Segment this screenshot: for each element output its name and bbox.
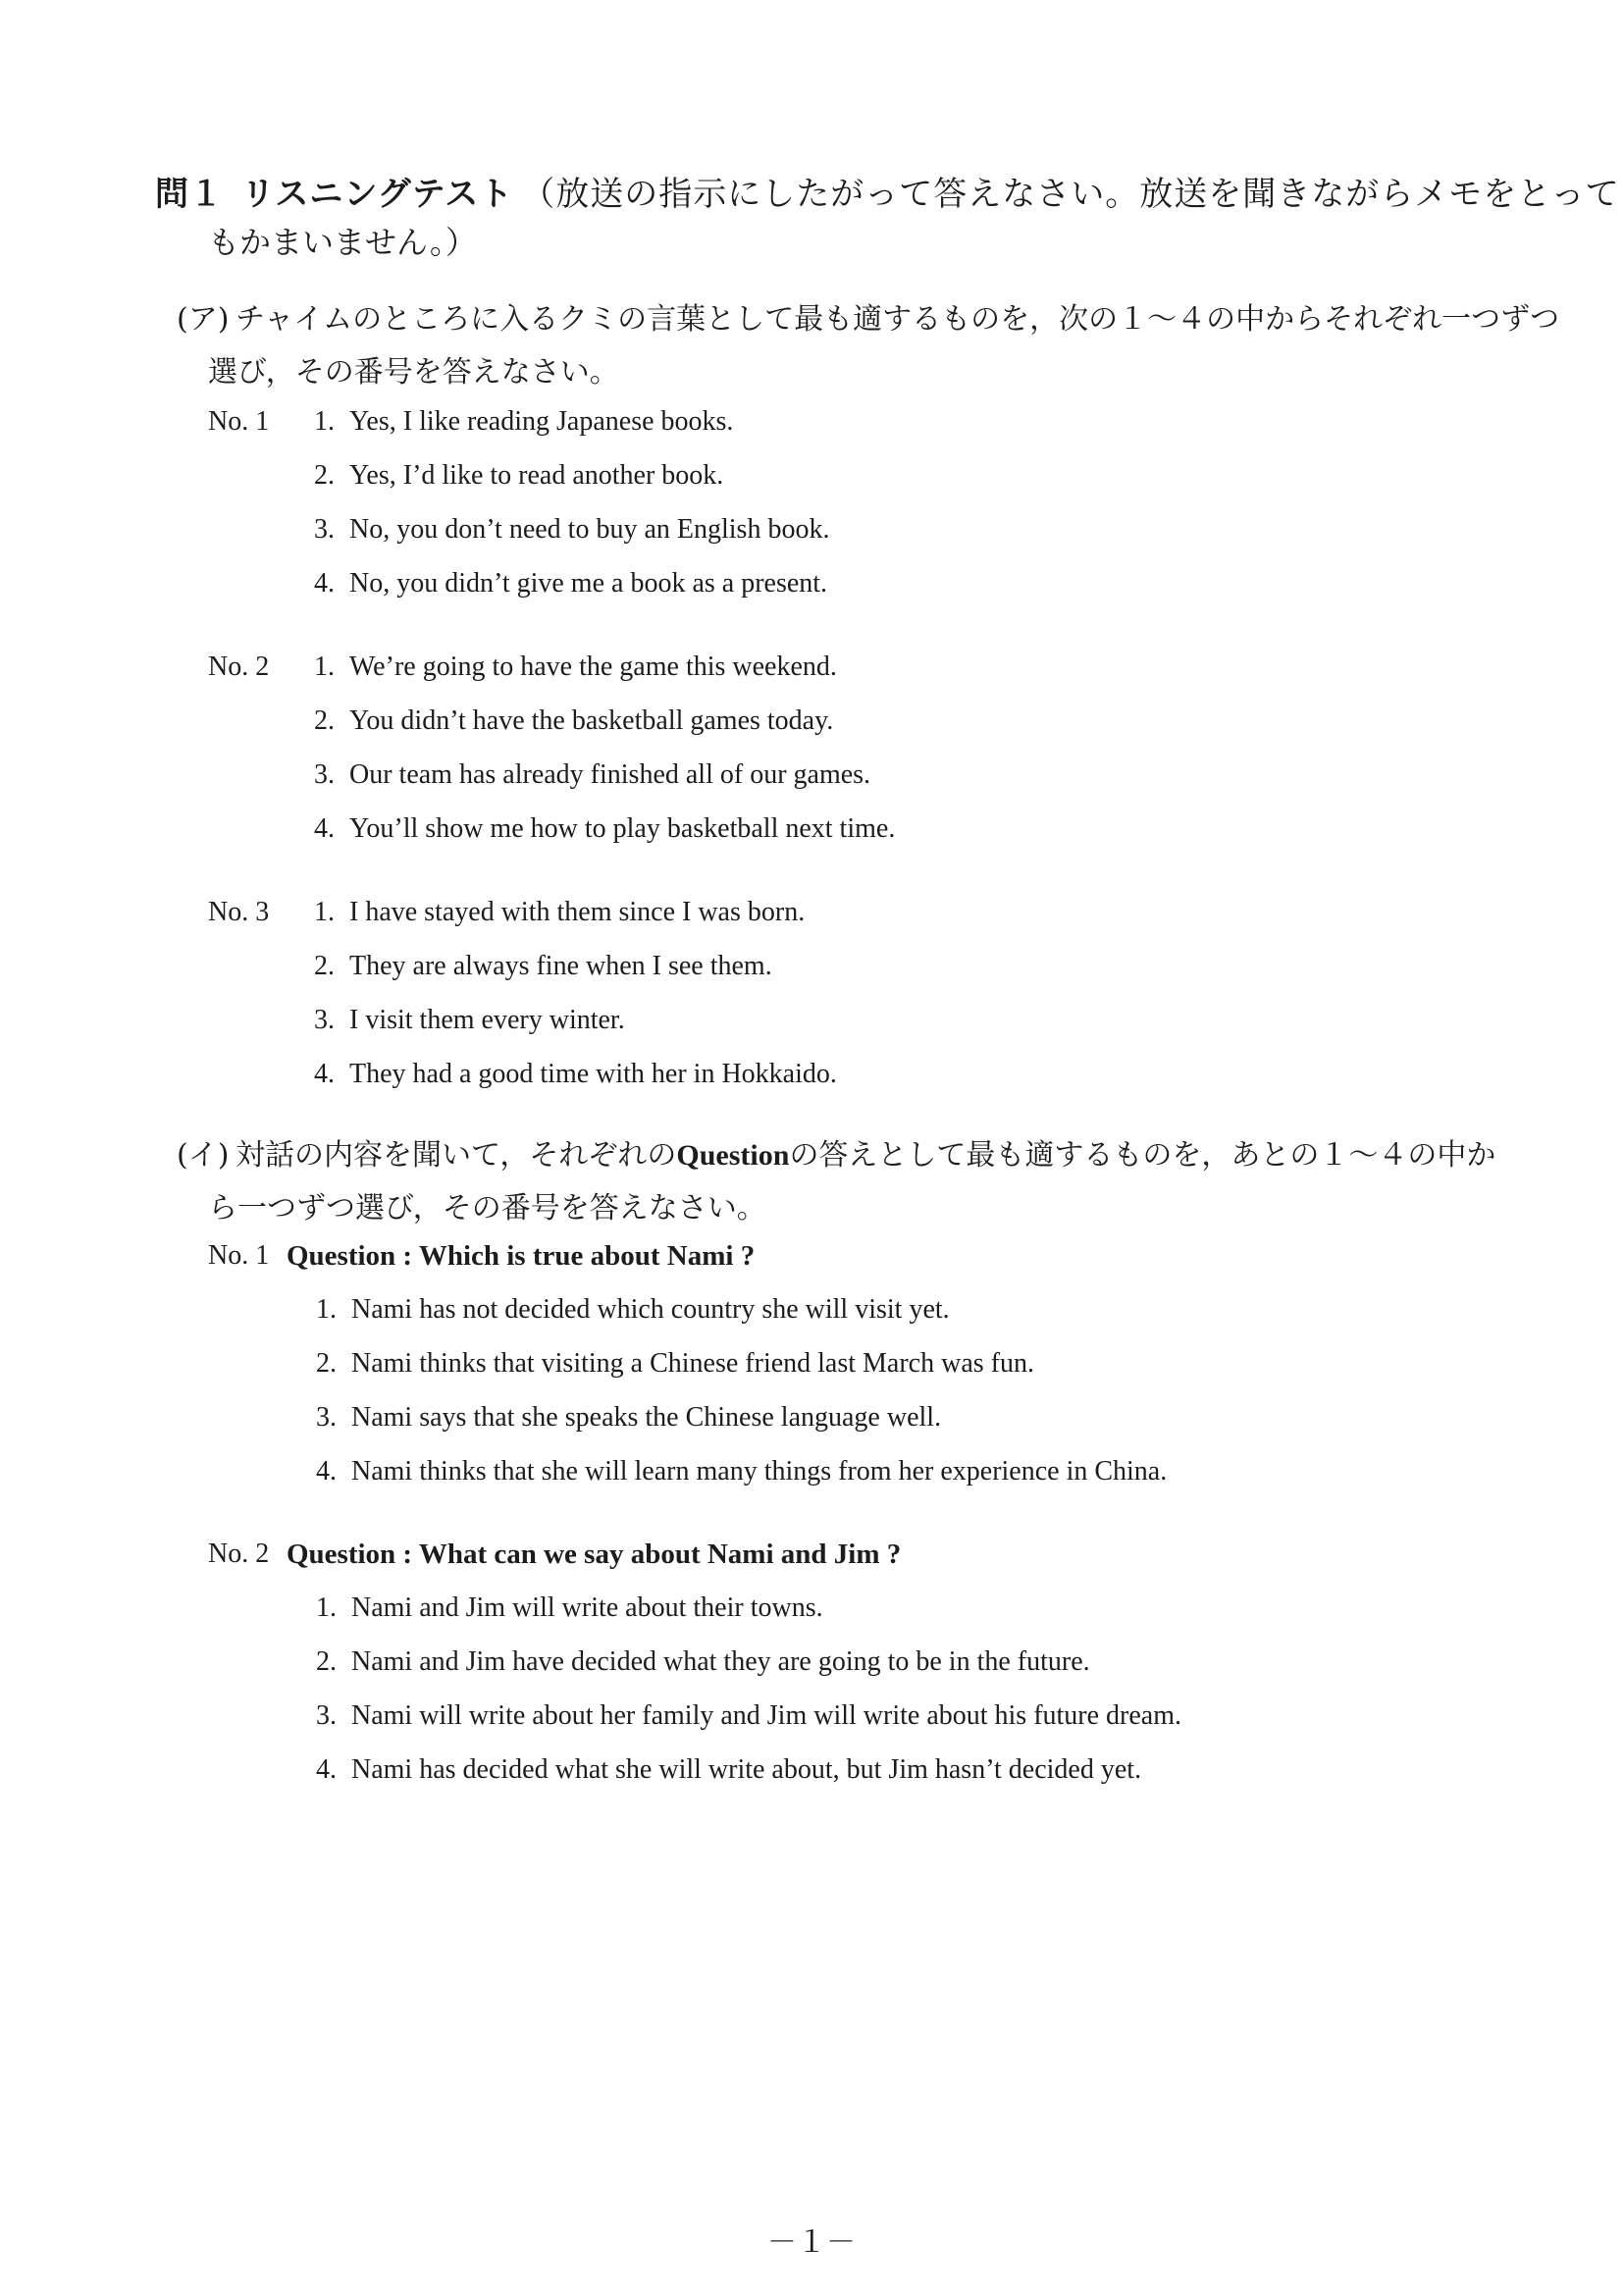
question-instruction: （放送の指示にしたがって答えなさい。放送を聞きながらメモをとって (521, 175, 1620, 214)
part-a-no1-choice-4: 4. No, you didn’t give me a book as a present. (314, 568, 828, 599)
part-b-no1-choice-3: 3. Nami says that she speaks the Chinese language well. (316, 1402, 942, 1433)
part-b-no2-choice-1: 1. Nami and Jim will write about their towns. (316, 1592, 823, 1623)
question-heading (155, 167, 1620, 215)
part-a-no2-choice-2: 2. You didn’t have the basketball games today. (314, 705, 834, 736)
part-a-no3-choice-4: 4. They had a good time with her in Hokkaido. (314, 1059, 837, 1089)
part-a-no2-label: No. 2 (208, 652, 270, 682)
part-a-no1-label: No. 1 (208, 406, 270, 437)
question-number: 問１ (155, 175, 224, 214)
question-instruction-cont: もかまいません。） (208, 224, 477, 261)
part-a-no2-choice-1: 1. We’re going to have the game this weekend. (314, 652, 837, 682)
part-b-no2-choice-4: 4. Nami has decided what she will write about, but Jim hasn’t decided yet. (316, 1754, 1142, 1785)
part-b-no1-question: Question : Which is true about Nami ? (287, 1240, 756, 1272)
part-b-instruction-cont: ら一つずつ選び，その番号を答えなさい。 (208, 1191, 766, 1226)
page-number: －１－ (767, 2225, 856, 2260)
part-b-label: (イ) (177, 1138, 230, 1173)
part-b-no2-choice-2: 2. Nami and Jim have decided what they are going to be in the future. (316, 1646, 1090, 1677)
part-a-no3-choice-2: 2. They are always fine when I see them. (314, 951, 772, 981)
part-a-no1-choice-2: 2. Yes, I’d like to read another book. (314, 460, 724, 491)
part-b-instruction: 対話の内容を聞いて，それぞれのQuestionの答えとして最も適するものを，あとの１～４の中か (236, 1138, 1496, 1173)
part-a-no3-label: No. 3 (208, 897, 270, 927)
part-b-no1-choice-1: 1. Nami has not decided which country she will visit yet. (316, 1294, 950, 1325)
part-a-no1-choice-1: 1. Yes, I like reading Japanese books. (314, 406, 734, 437)
part-b-no2-question: Question : What can we say about Nami and Jim ? (287, 1539, 902, 1570)
part-b-no1-choice-2: 2. Nami thinks that visiting a Chinese friend last March was fun. (316, 1348, 1034, 1379)
part-a-no3-choice-3: 3. I visit them every winter. (314, 1005, 625, 1035)
part-a-no2-choice-4: 4. You’ll show me how to play basketball next time. (314, 813, 896, 844)
part-a-no3-choice-1: 1. I have stayed with them since I was born. (314, 897, 806, 927)
part-a-no2-choice-3: 3. Our team has already finished all of our games. (314, 759, 871, 790)
part-b-no2-choice-3: 3. Nami will write about her family and Jim will write about his future dream. (316, 1700, 1182, 1731)
part-a-label: (ア) (177, 302, 230, 337)
part-b-no1-choice-4: 4. Nami thinks that she will learn many things from her experience in China. (316, 1456, 1168, 1487)
question-title: リスニングテスト (241, 175, 514, 214)
part-a-instruction: チャイムのところに入るクミの言葉として最も適するものを，次の１～４の中からそれぞれ一つずつ (236, 302, 1560, 337)
part-a-no1-choice-3: 3. No, you don’t need to buy an English book. (314, 514, 830, 545)
part-a-instruction-cont: 選び，その番号を答えなさい。 (208, 355, 619, 390)
part-b-no2-label: No. 2 (208, 1539, 270, 1569)
part-b-no1-label: No. 1 (208, 1240, 270, 1271)
